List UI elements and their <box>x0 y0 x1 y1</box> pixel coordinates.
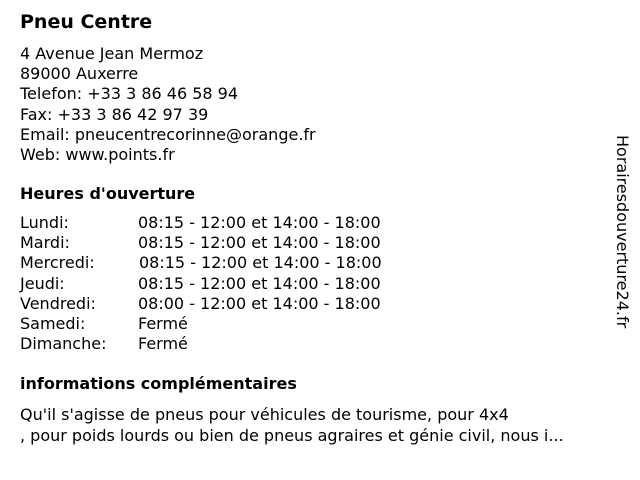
website: Web: www.points.fr <box>20 145 175 165</box>
fax-number: Fax: +33 3 86 42 97 39 <box>20 104 209 124</box>
day-hours: 08:00 - 12:00 et 14:00 - 18:00 <box>138 293 381 313</box>
day-hours: Fermé <box>138 334 188 354</box>
day-hours: 08:15 - 12:00 et 14:00 - 18:00 <box>138 273 381 293</box>
info-line-1: Qu'il s'agisse de pneus pour véhicules de tourisme, pour 4x4 <box>20 405 509 424</box>
email-address: Email: pneucentrecorinne@orange.fr <box>20 124 316 144</box>
business-name: Pneu Centre <box>20 11 153 33</box>
day-hours: 08:15 - 12:00 et 14:00 - 18:00 <box>139 253 382 273</box>
contact-block <box>20 44 316 165</box>
watermark-text: Horairesdouverture24.fr <box>613 135 632 329</box>
day-label: Mercredi: <box>20 253 95 273</box>
day-label: Dimanche: <box>20 334 107 354</box>
day-label: Jeudi: <box>20 273 65 293</box>
day-hours: 08:15 - 12:00 et 14:00 - 18:00 <box>138 233 381 253</box>
info-text <box>20 404 564 446</box>
hours-heading: Heures d'ouverture <box>20 184 196 203</box>
address-city: 89000 Auxerre <box>20 64 139 84</box>
day-label: Vendredi: <box>20 293 96 313</box>
day-label: Samedi: <box>20 313 86 333</box>
info-line-2: , pour poids lourds ou bien de pneus agraires et génie civil, nous i... <box>20 426 564 445</box>
day-label: Lundi: <box>20 213 69 232</box>
info-heading: informations complémentaires <box>20 374 297 393</box>
day-hours: Fermé <box>138 313 188 333</box>
watermark <box>612 135 632 345</box>
phone-number: Telefon: +33 3 86 46 58 94 <box>20 84 239 104</box>
day-hours: 08:15 - 12:00 et 14:00 - 18:00 <box>138 213 381 232</box>
address-street: 4 Avenue Jean Mermoz <box>20 44 204 63</box>
day-label: Mardi: <box>20 233 70 253</box>
